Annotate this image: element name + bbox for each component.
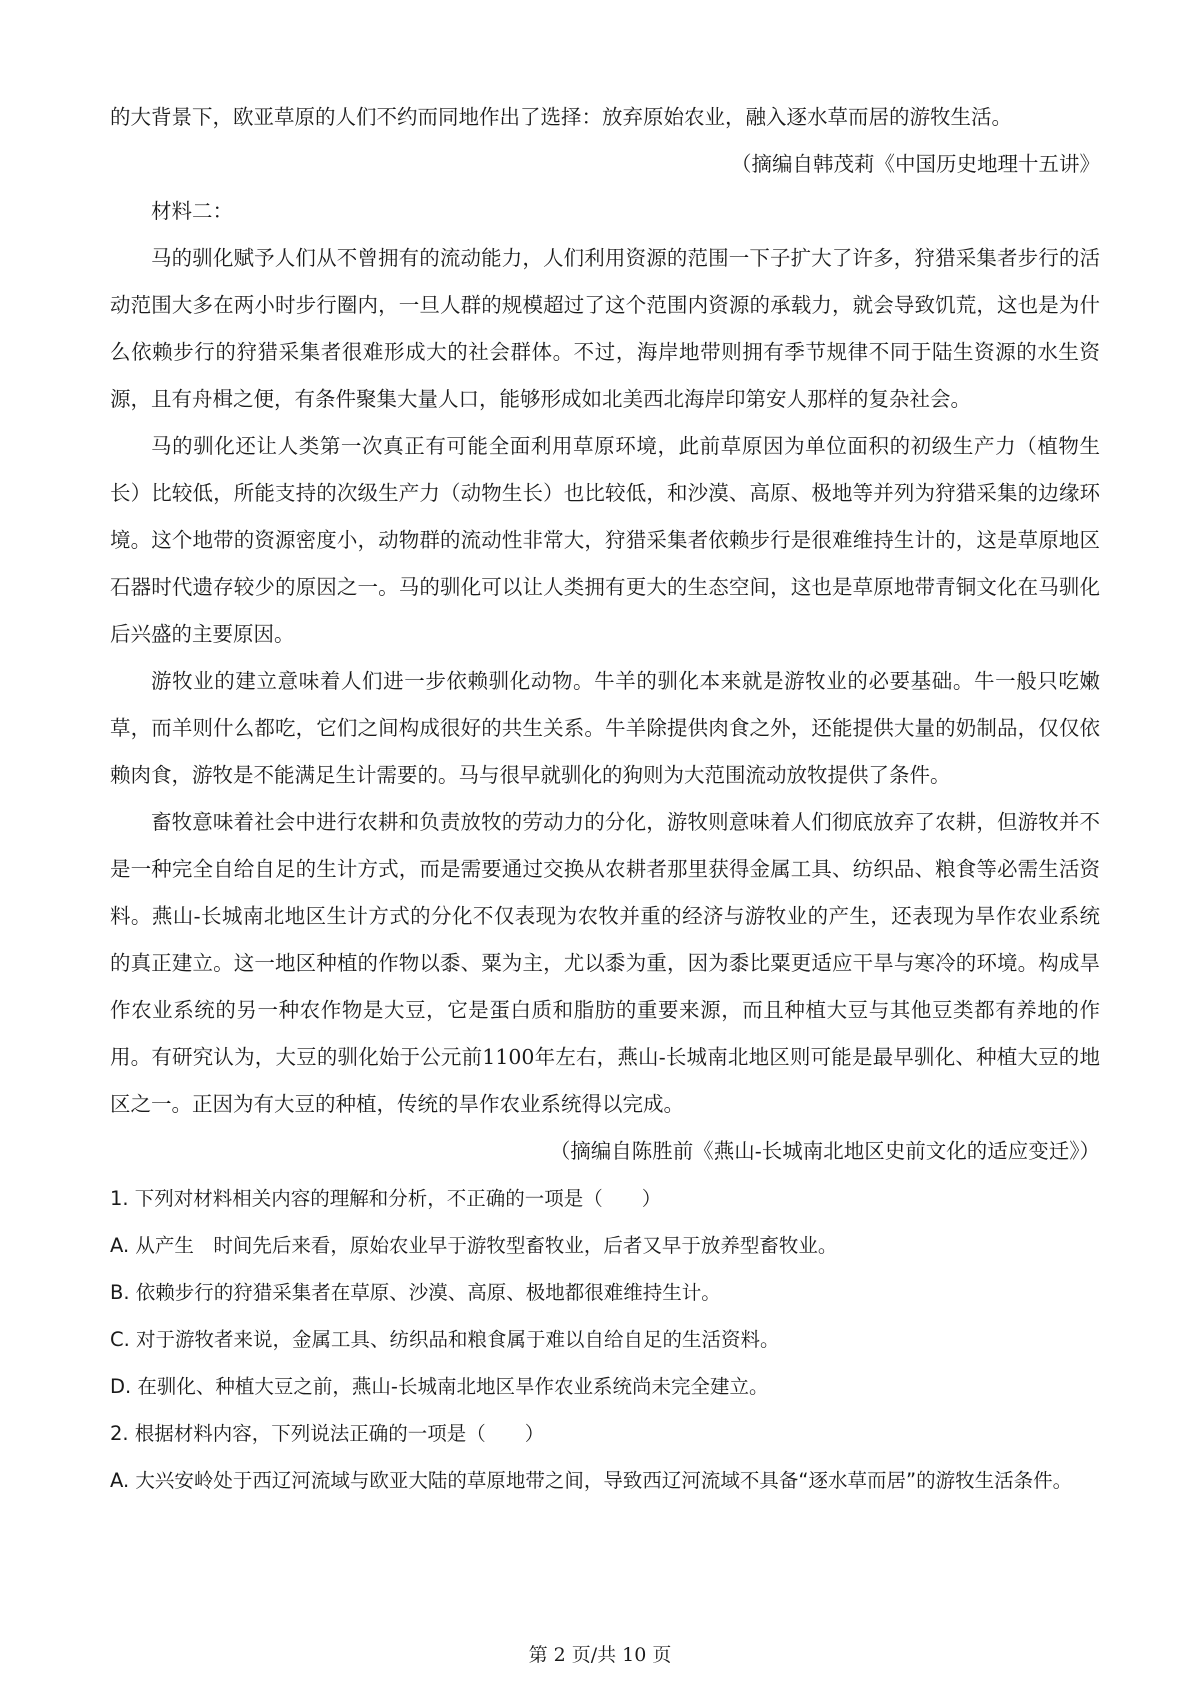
question-1-option-b: B. 依赖步行的狩猎采集者在草原、沙漠、高原、极地都很难维持生计。 — [110, 1281, 721, 1304]
question-1-option-c: C. 对于游牧者来说，金属工具、纺织品和粮食属于难以自给自足的生活资料。 — [110, 1328, 780, 1351]
question-1-option-a: A. 从产生 时间先后来看，原始农业早于游牧型畜牧业，后者又早于放养型畜牧业。 — [110, 1234, 838, 1257]
material2-paragraph: 游牧业的建立意味着人们进一步依赖驯化动物。牛羊的驯化本来就是游牧业的必要基础。牛一般只吃嫩草，而羊则什么都吃，它们之间构成很好的共生关系。牛羊除提供肉食之外，还能提供大量的奶制品，仅仅依赖肉食，游牧是不能满足生计需要的。马与很早就驯化的狗则为大范围流动放牧提供了条件。 — [110, 669, 1100, 787]
page-number-footer: 第 2 页/共 10 页 — [528, 1644, 672, 1666]
material1-source: （摘编自韩茂莉《中国历史地理十五讲》 — [731, 152, 1100, 176]
material2-paragraph: 畜牧意味着社会中进行农耕和负责放牧的劳动力的分化，游牧则意味着人们彻底放弃了农耕，但游牧并不是一种完全自给自足的生计方式，而是需要通过交换从农耕者那里获得金属工具、纺织品、粮食等必需生活资料。燕山-长城南北地区生计方式的分化不仅表现为农牧并重的经济与游牧业的产生，还表现为旱作农业系统的真正建立。这一地区种植的作物以黍、粟为主，尤以黍为重，因为黍比粟更适应干旱与寒冷的环境。构成旱作农业系统的另一种农作物是大豆，它是蛋白质和脂肪的重要来源，而且种植大豆与其他豆类都有养地的作用。有研究认为，大豆的驯化始于公元前1100年左右，燕山-长城南北地区则可能是最早驯化、种植大豆的地区之一。正因为有大豆的种植，传统的旱作农业系统得以完成。 — [110, 810, 1100, 1116]
material2-source: （摘编自陈胜前《燕山-长城南北地区史前文化的适应变迁》） — [549, 1139, 1100, 1163]
material2-paragraph: 马的驯化赋予人们从不曾拥有的流动能力，人们利用资源的范围一下子扩大了许多，狩猎采集者步行的活动范围大多在两小时步行圈内，一旦人群的规模超过了这个范围内资源的承载力，就会导致饥荒，这也是为什么依赖步行的狩猎采集者很难形成大的社会群体。不过，海岸地带则拥有季节规律不同于陆生资源的水生资源，且有舟楫之便，有条件聚集大量人口，能够形成如北美西北海岸印第安人那样的复杂社会。 — [110, 246, 1100, 411]
question-1-option-d: D. 在驯化、种植大豆之前，燕山-长城南北地区旱作农业系统尚未完全建立。 — [110, 1375, 769, 1398]
material2-paragraph: 马的驯化还让人类第一次真正有可能全面利用草原环境，此前草原因为单位面积的初级生产力（植物生长）比较低，所能支持的次级生产力（动物生长）也比较低，和沙漠、高原、极地等并列为狩猎采集的边缘环境。这个地带的资源密度小，动物群的流动性非常大，狩猎采集者依赖步行是很难维持生计的，这是草原地区石器时代遗存较少的原因之一。马的驯化可以让人类拥有更大的生态空间，这也是草原地带青铜文化在马驯化后兴盛的主要原因。 — [110, 434, 1100, 646]
question-2-option-a: A. 大兴安岭处于西辽河流域与欧亚大陆的草原地带之间，导致西辽河流域不具备“逐水草而居”的游牧生活条件。 — [110, 1469, 1073, 1492]
question-2-stem: 2. 根据材料内容，下列说法正确的一项是（ ） — [110, 1422, 545, 1445]
material1-ending: 的大背景下，欧亚草原的人们不约而同地作出了选择：放弃原始农业，融入逐水草而居的游牧生活。 — [110, 105, 1012, 129]
document-page — [110, 94, 1100, 1504]
material2-label: 材料二： — [151, 199, 233, 223]
question-1-stem: 1. 下列对材料相关内容的理解和分析，不正确的一项是（ ） — [110, 1187, 662, 1210]
